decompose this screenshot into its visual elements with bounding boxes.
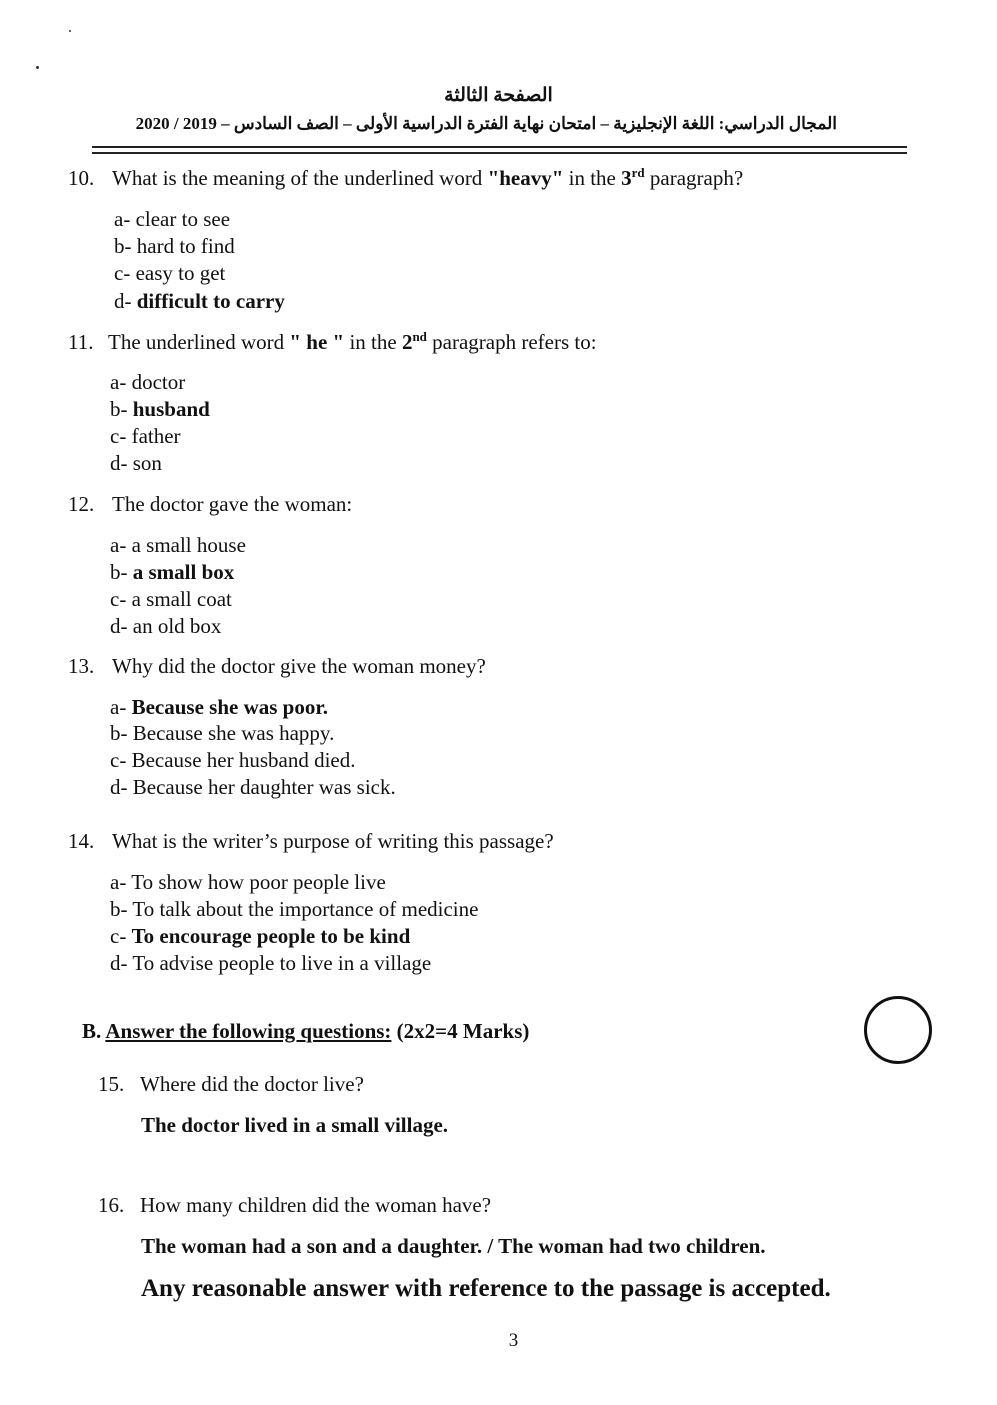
question-text: The doctor gave the woman: xyxy=(112,492,353,516)
option-a xyxy=(110,533,246,558)
option-d xyxy=(110,451,162,476)
question-10 xyxy=(68,165,743,191)
option-text: easy to get xyxy=(135,261,226,285)
option-b xyxy=(110,897,478,922)
question-text: in the xyxy=(563,166,622,190)
option-a xyxy=(110,870,386,895)
option-label: b- xyxy=(110,560,128,584)
question-text: The underlined word xyxy=(108,330,290,354)
option-a-correct xyxy=(110,695,328,720)
option-text: Because her daughter was sick. xyxy=(132,775,396,799)
option-d xyxy=(110,951,431,976)
option-label: b- xyxy=(114,234,132,258)
option-label: b- xyxy=(110,397,128,421)
question-15 xyxy=(98,1072,364,1097)
option-text: Because her husband died. xyxy=(131,748,356,772)
option-b-correct xyxy=(110,397,210,422)
option-text: father xyxy=(131,424,181,448)
option-c xyxy=(110,424,181,449)
option-label: a- xyxy=(110,695,127,719)
option-label: a- xyxy=(110,870,127,894)
option-label: c- xyxy=(110,587,127,611)
option-text: a small house xyxy=(131,533,246,557)
option-b xyxy=(110,721,334,746)
option-a xyxy=(114,207,230,232)
option-label: d- xyxy=(110,451,128,475)
question-text: in the xyxy=(344,330,402,354)
score-circle xyxy=(864,996,932,1064)
option-d xyxy=(110,775,396,800)
question-number: 16. xyxy=(98,1193,125,1217)
section-b-heading xyxy=(82,1019,529,1044)
option-label: d- xyxy=(114,289,132,313)
option-text: hard to find xyxy=(136,234,235,258)
option-text: doctor xyxy=(131,370,186,394)
option-text: To show how poor people live xyxy=(131,870,386,894)
option-label: a- xyxy=(110,533,127,557)
exam-subtitle: المجال الدراسي: اللغة الإنجليزية – امتحان نهاية الفترة الدراسية الأولى – الصف السادس – 2019 / 2020 xyxy=(135,114,837,133)
question-16 xyxy=(98,1193,491,1218)
question-number: 10. xyxy=(68,166,95,190)
answer-15: The doctor lived in a small village. xyxy=(141,1113,449,1137)
question-number: 14. xyxy=(68,829,95,853)
ordinal-suffix: nd xyxy=(412,329,427,344)
section-title: Answer the following questions: xyxy=(105,1019,392,1043)
option-label: b- xyxy=(110,897,128,921)
option-text-correct: difficult to carry xyxy=(136,289,285,313)
option-c xyxy=(114,261,225,286)
option-label: c- xyxy=(110,748,127,772)
option-label: d- xyxy=(110,614,128,638)
answer-16: The woman had a son and a daughter. / The woman had two children. xyxy=(141,1234,766,1258)
option-label: a- xyxy=(114,207,131,231)
option-text-correct: a small box xyxy=(132,560,235,584)
question-keyword: " he " xyxy=(289,330,345,354)
option-label: c- xyxy=(114,261,131,285)
question-12 xyxy=(68,492,352,517)
option-text-correct: husband xyxy=(132,397,210,421)
option-text-correct: To encourage people to be kind xyxy=(131,924,411,948)
option-a xyxy=(110,370,185,395)
option-text: To talk about the importance of medicine xyxy=(132,897,479,921)
ordinal-number: 3 xyxy=(621,166,632,190)
question-keyword: "heavy" xyxy=(487,166,564,190)
option-label: d- xyxy=(110,775,128,799)
option-text: an old box xyxy=(132,614,222,638)
option-text: Because she was happy. xyxy=(132,721,335,745)
question-text: What is the writer’s purpose of writing this passage? xyxy=(112,829,554,853)
option-c xyxy=(110,748,356,773)
option-text: clear to see xyxy=(135,207,231,231)
question-number: 15. xyxy=(98,1072,125,1096)
question-text: Where did the doctor live? xyxy=(140,1072,364,1096)
question-number: 11. xyxy=(68,330,94,354)
question-text: Why did the doctor give the woman money? xyxy=(112,654,486,678)
option-d xyxy=(110,614,221,639)
question-14 xyxy=(68,829,554,854)
option-text-correct: Because she was poor. xyxy=(131,695,328,719)
page-number: 3 xyxy=(508,1330,519,1351)
question-11 xyxy=(68,329,597,355)
option-label: b- xyxy=(110,721,128,745)
ordinal-suffix: rd xyxy=(631,165,645,180)
question-text: How many children did the woman have? xyxy=(140,1193,492,1217)
option-b xyxy=(114,234,235,259)
option-b-correct xyxy=(110,560,234,585)
option-c-correct xyxy=(110,924,410,949)
page-heading: الصفحة الثالثة xyxy=(444,85,553,106)
option-text: son xyxy=(132,451,162,475)
section-marks: (2x2=4 Marks) xyxy=(396,1019,530,1043)
option-text: To advise people to live in a village xyxy=(132,951,432,975)
question-text: What is the meaning of the underlined word xyxy=(112,166,488,190)
question-number: 13. xyxy=(68,654,95,678)
question-13 xyxy=(68,654,486,679)
option-label: c- xyxy=(110,424,127,448)
header-divider-top xyxy=(92,146,907,148)
option-c xyxy=(110,587,232,612)
ordinal-number: 2 xyxy=(401,330,413,354)
question-text: paragraph? xyxy=(644,166,744,190)
option-label: a- xyxy=(110,370,127,394)
question-text: paragraph refers to: xyxy=(426,330,597,354)
option-label: d- xyxy=(110,951,128,975)
question-number: 12. xyxy=(68,492,95,516)
option-text: a small coat xyxy=(131,587,232,611)
option-label: c- xyxy=(110,924,127,948)
header-divider-bottom xyxy=(92,152,907,154)
option-d-correct xyxy=(114,289,285,314)
section-label: B. xyxy=(82,1019,102,1043)
grading-note: Any reasonable answer with reference to the passage is accepted. xyxy=(141,1275,831,1302)
